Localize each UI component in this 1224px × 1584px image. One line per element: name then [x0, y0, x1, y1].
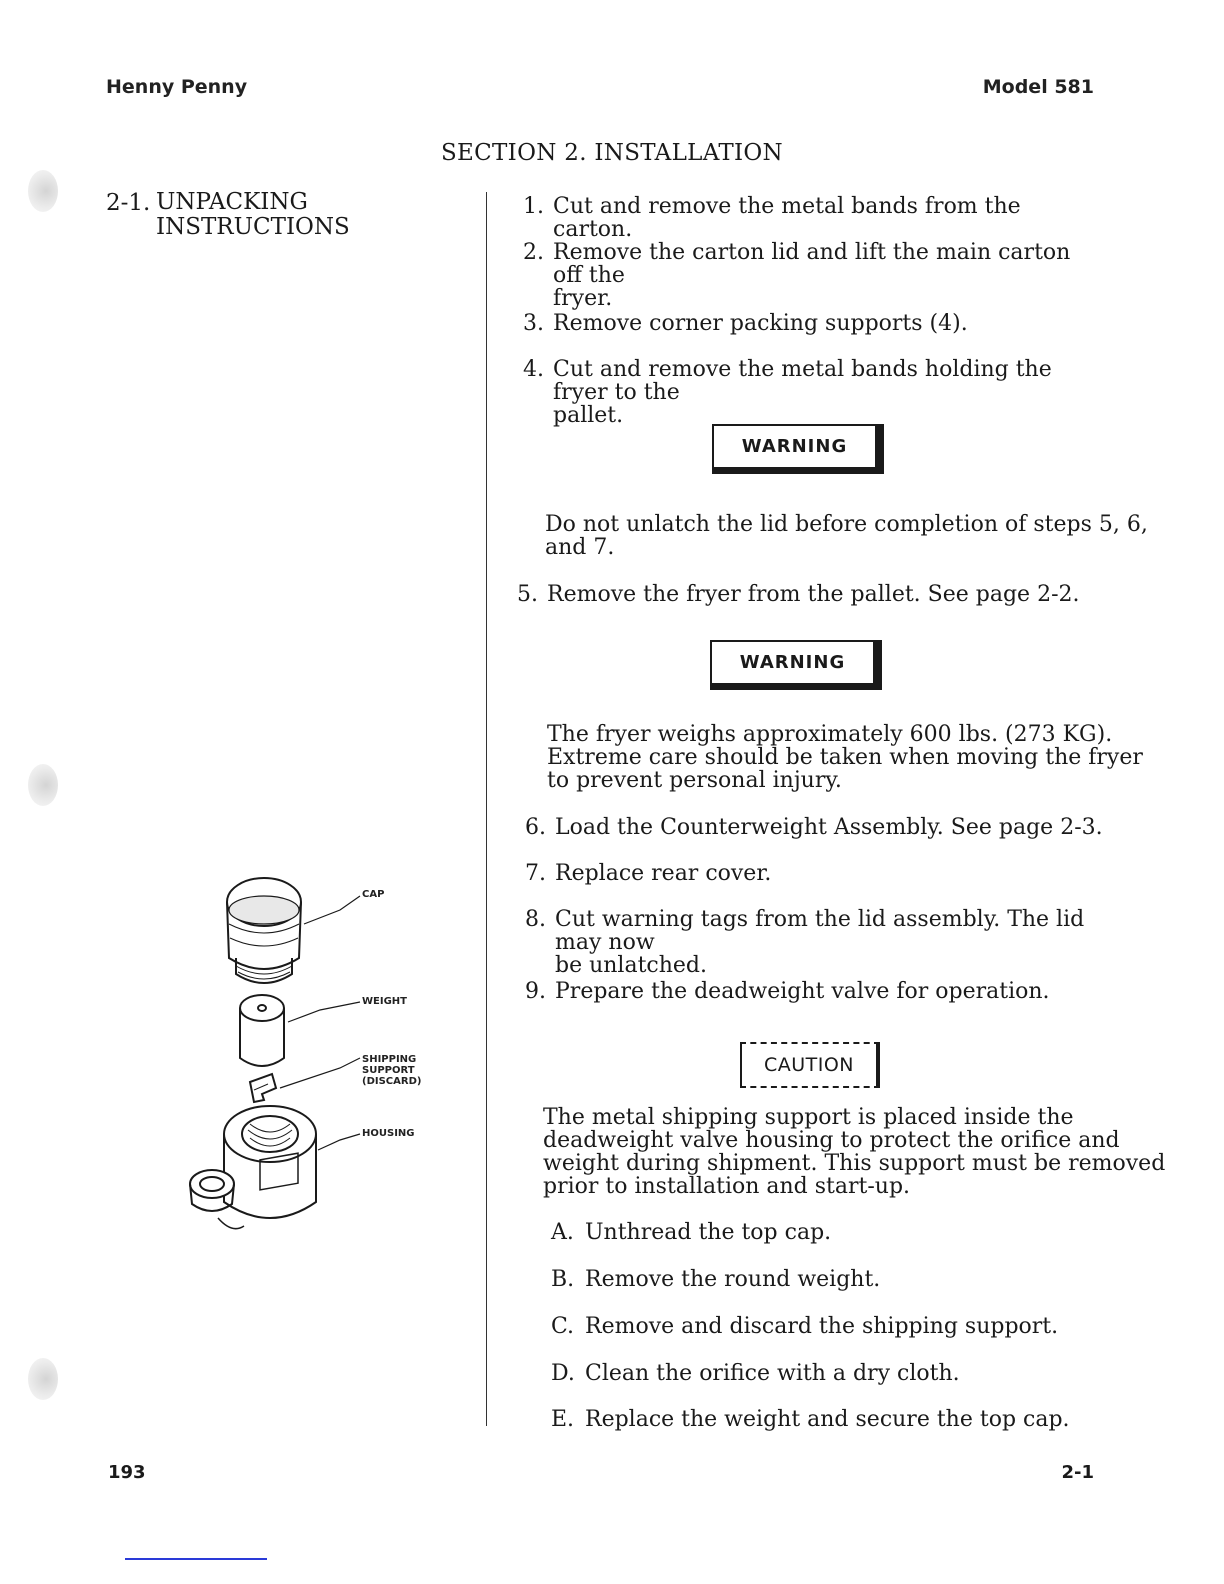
label-cap: CAP	[362, 889, 385, 900]
step-number: 1.	[523, 194, 544, 219]
step-2	[523, 240, 1103, 311]
step-number: 3.	[523, 311, 544, 336]
step-text	[553, 358, 1103, 427]
cap-leader	[304, 896, 360, 924]
shipping-support-part	[250, 1074, 276, 1102]
substep-letter: C.	[551, 1314, 575, 1339]
substep-text: Remove and discard the shipping support.	[585, 1314, 1059, 1339]
caution-text-line: The metal shipping support is placed inside the	[543, 1105, 1074, 1130]
header-brand: Henny Penny	[106, 76, 248, 98]
caution-text	[543, 1106, 1165, 1198]
section-title: SECTION 2. INSTALLATION	[441, 140, 783, 166]
warning-text-line: and 7.	[545, 535, 615, 560]
support-leader	[280, 1058, 360, 1088]
label-line: SHIPPING	[362, 1054, 417, 1065]
label-line: (DISCARD)	[362, 1076, 422, 1087]
step-text: Remove corner packing supports (4).	[553, 311, 968, 336]
binder-hole	[28, 170, 58, 212]
step-number: 7.	[525, 861, 546, 886]
caution-text-line: weight during shipment. This support must be removed	[543, 1151, 1166, 1176]
caution-text-line: deadweight valve housing to protect the orifice and	[543, 1128, 1120, 1153]
step-text	[553, 241, 1103, 310]
warning-text-line: to prevent personal injury.	[547, 768, 842, 793]
warning-text-line: Extreme care should be taken when moving the fryer	[547, 745, 1143, 770]
step-text-line: Cut and remove the metal bands holding the fryer to the	[553, 357, 1052, 405]
cap-part	[227, 878, 301, 983]
housing-part	[190, 1106, 316, 1229]
scan-artifact-line	[125, 1558, 267, 1560]
substep-letter: D.	[551, 1361, 575, 1386]
warning-text	[545, 513, 1148, 559]
subsection-title-line: INSTRUCTIONS	[156, 214, 350, 240]
step-text: Load the Counterweight Assembly. See page 2-3.	[555, 815, 1103, 840]
subsection-title-line: UNPACKING	[156, 189, 308, 215]
step-text: Replace rear cover.	[555, 861, 772, 886]
caution-text-line: prior to installation and start-up.	[543, 1174, 911, 1199]
step-text-line: Cut warning tags from the lid assembly. The lid may now	[555, 907, 1085, 955]
column-divider	[486, 192, 487, 1426]
step-number: 9.	[525, 979, 546, 1004]
footer-page-number: 2-1	[1061, 1462, 1094, 1483]
substep-letter: B.	[551, 1267, 575, 1292]
step-number: 5.	[517, 582, 538, 607]
warning-text-line: The fryer weighs approximately 600 lbs. (273 KG).	[547, 722, 1113, 747]
step-number: 2.	[523, 240, 544, 265]
binder-hole	[28, 1358, 58, 1400]
header-model: Model 581	[982, 76, 1094, 98]
step-text: Cut and remove the metal bands from the carton.	[553, 194, 1021, 242]
substep-text: Unthread the top cap.	[585, 1220, 832, 1245]
weight-part	[240, 995, 284, 1066]
substep-text: Clean the orifice with a dry cloth.	[585, 1361, 960, 1386]
step-number: 8.	[525, 907, 546, 932]
substep-letter: E.	[551, 1407, 575, 1432]
deadweight-valve-figure	[180, 862, 440, 1242]
step-text-line: Remove the carton lid and lift the main carton off the	[553, 240, 1071, 288]
step-text: Prepare the deadweight valve for operation.	[555, 979, 1050, 1004]
housing-leader	[318, 1134, 360, 1150]
weight-leader	[288, 1002, 360, 1022]
footer-doc-number: 193	[108, 1462, 146, 1483]
warning-label-box: WARNING	[712, 424, 884, 474]
valve-exploded-diagram	[180, 862, 440, 1242]
step-number: 6.	[525, 815, 546, 840]
step-number: 4.	[523, 357, 544, 382]
step-8	[525, 907, 1115, 978]
step-text-line: fryer.	[553, 286, 613, 311]
subsection-number: 2-1.	[106, 190, 151, 216]
step-text	[555, 908, 1115, 977]
substep-letter: A.	[551, 1220, 574, 1245]
label-shipping-support	[362, 1054, 421, 1087]
binder-hole	[28, 764, 58, 806]
substep-text: Replace the weight and secure the top cap.	[585, 1407, 1070, 1432]
label-weight: WEIGHT	[362, 996, 407, 1007]
subsection-title	[156, 190, 350, 240]
label-line: SUPPORT	[362, 1065, 415, 1076]
step-text: Remove the fryer from the pallet. See page 2-2.	[547, 582, 1080, 607]
caution-label-box: CAUTION	[740, 1042, 880, 1088]
step-text-line: be unlatched.	[555, 953, 708, 978]
warning-text-line: Do not unlatch the lid before completion of steps 5, 6,	[545, 512, 1148, 537]
step-4	[523, 357, 1103, 428]
step-text-line: pallet.	[553, 403, 624, 428]
substep-text: Remove the round weight.	[585, 1267, 881, 1292]
label-housing: HOUSING	[362, 1128, 415, 1139]
warning-text	[547, 723, 1143, 792]
warning-label-box: WARNING	[710, 640, 882, 690]
